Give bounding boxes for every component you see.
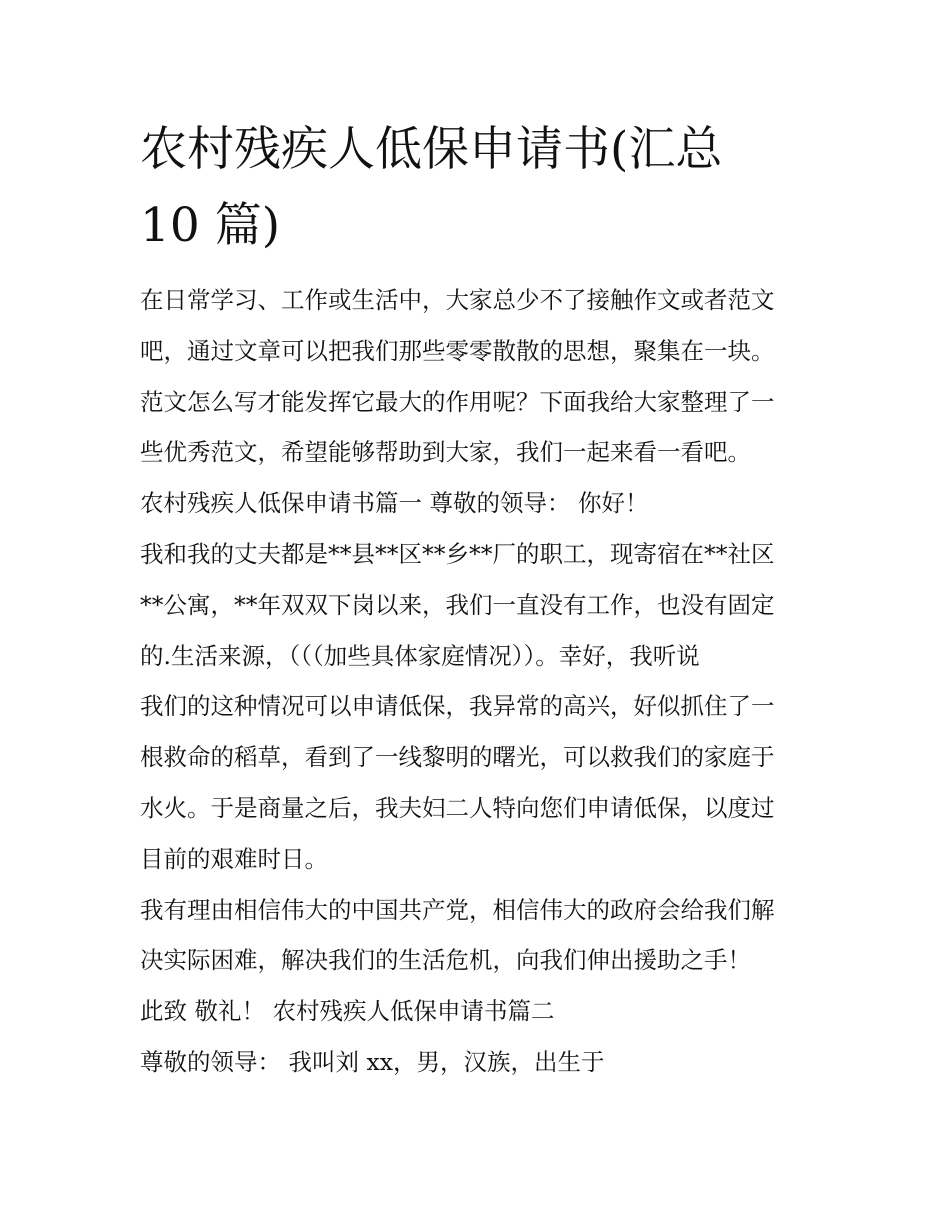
body-line: 我有理由相信伟大的中国共产党，相信伟大的政府会给我们解 [140, 895, 775, 924]
body-line: 目前的艰难时日。 [140, 844, 328, 873]
document-title [140, 112, 820, 264]
title-line-2: 10 篇) [140, 198, 281, 253]
document-body [140, 275, 830, 1088]
body-line: 我们的这种情况可以申请低保，我异常的高兴，好似抓住了一 [140, 692, 775, 721]
body-line: 吧，通过文章可以把我们那些零零散散的思想，聚集在一块。 [140, 336, 775, 365]
body-line: 我和我的丈夫都是**县**区**乡**厂的职工，现寄宿在**社区 [140, 539, 775, 568]
body-line: 在日常学习、工作或生活中，大家总少不了接触作文或者范文 [140, 286, 775, 314]
body-line: 水火。于是商量之后，我夫妇二人特向您们申请低保，以度过 [140, 793, 775, 822]
body-line: 些优秀范文，希望能够帮助到大家，我们一起来看一看吧。 [140, 438, 751, 467]
title-line-1: 农村残疾人低保申请书(汇总 [140, 122, 723, 177]
body-line: **公寓，**年双双下岗以来，我们一直没有工作，也没有固定 [140, 590, 775, 619]
body-line: 决实际困难，解决我们的生活危机，向我们伸出援助之手！ [140, 946, 751, 975]
body-line: 此致 敬礼！ 农村残疾人低保申请书篇二 [140, 997, 555, 1026]
body-line: 尊敬的领导： 我叫刘 xx，男，汉族，出生于 [140, 1047, 605, 1076]
body-line: 的.生活来源，（（（加些具体家庭情况））。幸好，我听说 [140, 641, 700, 670]
body-line: 根救命的稻草，看到了一线黎明的曙光，可以救我们的家庭于 [140, 743, 775, 772]
body-line: 农村残疾人低保申请书篇一 尊敬的领导： 你好！ [140, 489, 649, 518]
body-line: 范文怎么写才能发挥它最大的作用呢？下面我给大家整理了一 [140, 387, 775, 416]
